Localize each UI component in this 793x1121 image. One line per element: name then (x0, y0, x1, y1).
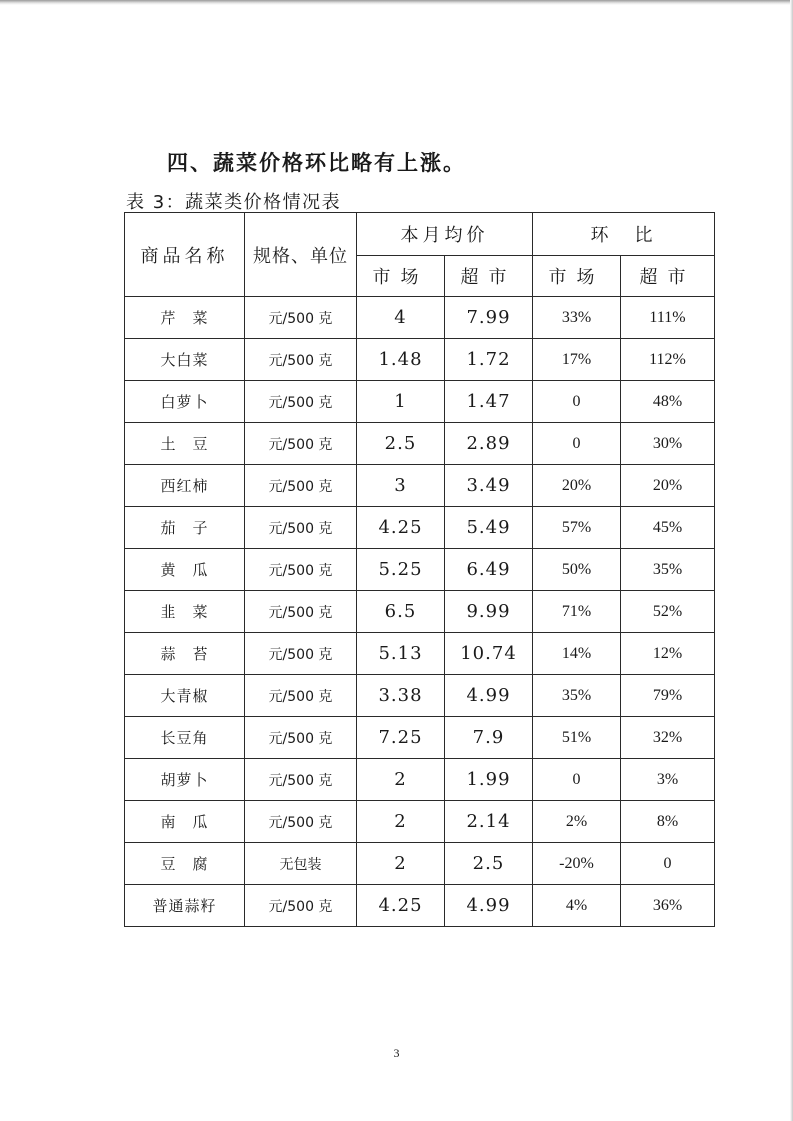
section-heading: 四、蔬菜价格环比略有上涨。 (167, 151, 466, 175)
cell-unit: 元/500 克 (245, 717, 357, 759)
cell-super-price: 4.99 (445, 675, 533, 717)
cell-unit: 无包装 (245, 843, 357, 885)
cell-super-price: 9.99 (445, 591, 533, 633)
cell-super-price: 7.99 (445, 297, 533, 339)
cell-name: 胡萝卜 (125, 759, 245, 801)
cell-market-mom: 14% (533, 633, 621, 675)
cell-unit: 元/500 克 (245, 381, 357, 423)
cell-market-mom: 50% (533, 549, 621, 591)
cell-super-mom: 36% (621, 885, 715, 927)
cell-unit: 元/500 克 (245, 759, 357, 801)
cell-market-mom: 17% (533, 339, 621, 381)
cell-market-price: 2 (357, 759, 445, 801)
table-row (125, 759, 715, 801)
table-row (125, 801, 715, 843)
cell-name: 长豆角 (125, 717, 245, 759)
cell-super-mom: 8% (621, 801, 715, 843)
cell-market-price: 2 (357, 801, 445, 843)
cell-super-price: 1.72 (445, 339, 533, 381)
table-row (125, 591, 715, 633)
cell-market-price: 3.38 (357, 675, 445, 717)
cell-unit: 元/500 克 (245, 801, 357, 843)
cell-super-mom: 35% (621, 549, 715, 591)
cell-super-price: 10.74 (445, 633, 533, 675)
cell-name: 普通蒜籽 (125, 885, 245, 927)
cell-market-price: 4 (357, 297, 445, 339)
cell-market-price: 5.25 (357, 549, 445, 591)
cell-super-price: 3.49 (445, 465, 533, 507)
cell-super-price: 1.47 (445, 381, 533, 423)
cell-market-price: 2 (357, 843, 445, 885)
table-row (125, 339, 715, 381)
vegetable-price-table (124, 212, 715, 927)
cell-market-price: 1 (357, 381, 445, 423)
cell-name: 大青椒 (125, 675, 245, 717)
cell-super-mom: 111% (621, 297, 715, 339)
cell-super-price: 5.49 (445, 507, 533, 549)
cell-name: 豆 腐 (125, 843, 245, 885)
cell-name: 白萝卜 (125, 381, 245, 423)
cell-unit: 元/500 克 (245, 885, 357, 927)
table-row (125, 465, 715, 507)
cell-unit: 元/500 克 (245, 507, 357, 549)
table-row (125, 885, 715, 927)
table-row (125, 549, 715, 591)
table-row (125, 507, 715, 549)
cell-market-mom: 4% (533, 885, 621, 927)
cell-name: 芹 菜 (125, 297, 245, 339)
header-name: 商品名称 (125, 213, 245, 297)
cell-name: 韭 菜 (125, 591, 245, 633)
cell-unit: 元/500 克 (245, 465, 357, 507)
table-caption: 表 3：蔬菜类价格情况表 (126, 192, 342, 213)
cell-super-price: 1.99 (445, 759, 533, 801)
header-unit: 规格、单位 (245, 213, 357, 297)
cell-super-mom: 48% (621, 381, 715, 423)
cell-name: 蒜 苔 (125, 633, 245, 675)
page-number: 3 (393, 1046, 400, 1060)
cell-super-mom: 112% (621, 339, 715, 381)
cell-name: 南 瓜 (125, 801, 245, 843)
cell-super-price: 6.49 (445, 549, 533, 591)
table-row (125, 297, 715, 339)
cell-market-mom: 71% (533, 591, 621, 633)
header-super-mom: 超市 (621, 256, 715, 297)
cell-market-mom: 33% (533, 297, 621, 339)
cell-unit: 元/500 克 (245, 633, 357, 675)
cell-name: 大白菜 (125, 339, 245, 381)
header-super-price: 超市 (445, 256, 533, 297)
table-row (125, 843, 715, 885)
cell-unit: 元/500 克 (245, 297, 357, 339)
cell-super-mom: 79% (621, 675, 715, 717)
cell-super-price: 2.5 (445, 843, 533, 885)
cell-market-mom: -20% (533, 843, 621, 885)
cell-market-mom: 57% (533, 507, 621, 549)
cell-unit: 元/500 克 (245, 591, 357, 633)
cell-unit: 元/500 克 (245, 339, 357, 381)
header-avg-price: 本月均价 (357, 213, 533, 256)
header-mom: 环 比 (533, 213, 715, 256)
cell-market-price: 7.25 (357, 717, 445, 759)
cell-market-mom: 51% (533, 717, 621, 759)
cell-name: 西红柿 (125, 465, 245, 507)
table-body (125, 297, 715, 927)
cell-super-price: 4.99 (445, 885, 533, 927)
cell-market-mom: 20% (533, 465, 621, 507)
cell-super-mom: 3% (621, 759, 715, 801)
cell-name: 土 豆 (125, 423, 245, 465)
cell-market-mom: 0 (533, 381, 621, 423)
cell-super-mom: 52% (621, 591, 715, 633)
cell-market-mom: 35% (533, 675, 621, 717)
table-row (125, 381, 715, 423)
cell-super-price: 2.14 (445, 801, 533, 843)
cell-unit: 元/500 克 (245, 549, 357, 591)
header-market-price: 市场 (357, 256, 445, 297)
scan-edge-top (0, 0, 793, 5)
cell-unit: 元/500 克 (245, 675, 357, 717)
cell-market-price: 6.5 (357, 591, 445, 633)
cell-market-price: 4.25 (357, 885, 445, 927)
cell-market-mom: 0 (533, 759, 621, 801)
cell-super-mom: 12% (621, 633, 715, 675)
cell-market-price: 2.5 (357, 423, 445, 465)
table-row (125, 633, 715, 675)
cell-super-mom: 45% (621, 507, 715, 549)
cell-market-mom: 2% (533, 801, 621, 843)
table-row (125, 423, 715, 465)
table-row (125, 675, 715, 717)
cell-super-mom: 20% (621, 465, 715, 507)
table-row (125, 717, 715, 759)
cell-market-price: 1.48 (357, 339, 445, 381)
cell-super-price: 2.89 (445, 423, 533, 465)
cell-market-price: 4.25 (357, 507, 445, 549)
cell-unit: 元/500 克 (245, 423, 357, 465)
header-market-mom: 市场 (533, 256, 621, 297)
cell-super-price: 7.9 (445, 717, 533, 759)
cell-name: 黄 瓜 (125, 549, 245, 591)
cell-super-mom: 0 (621, 843, 715, 885)
cell-market-mom: 0 (533, 423, 621, 465)
header-row-1 (125, 213, 715, 256)
cell-super-mom: 32% (621, 717, 715, 759)
cell-name: 茄 子 (125, 507, 245, 549)
cell-super-mom: 30% (621, 423, 715, 465)
cell-market-price: 5.13 (357, 633, 445, 675)
cell-market-price: 3 (357, 465, 445, 507)
